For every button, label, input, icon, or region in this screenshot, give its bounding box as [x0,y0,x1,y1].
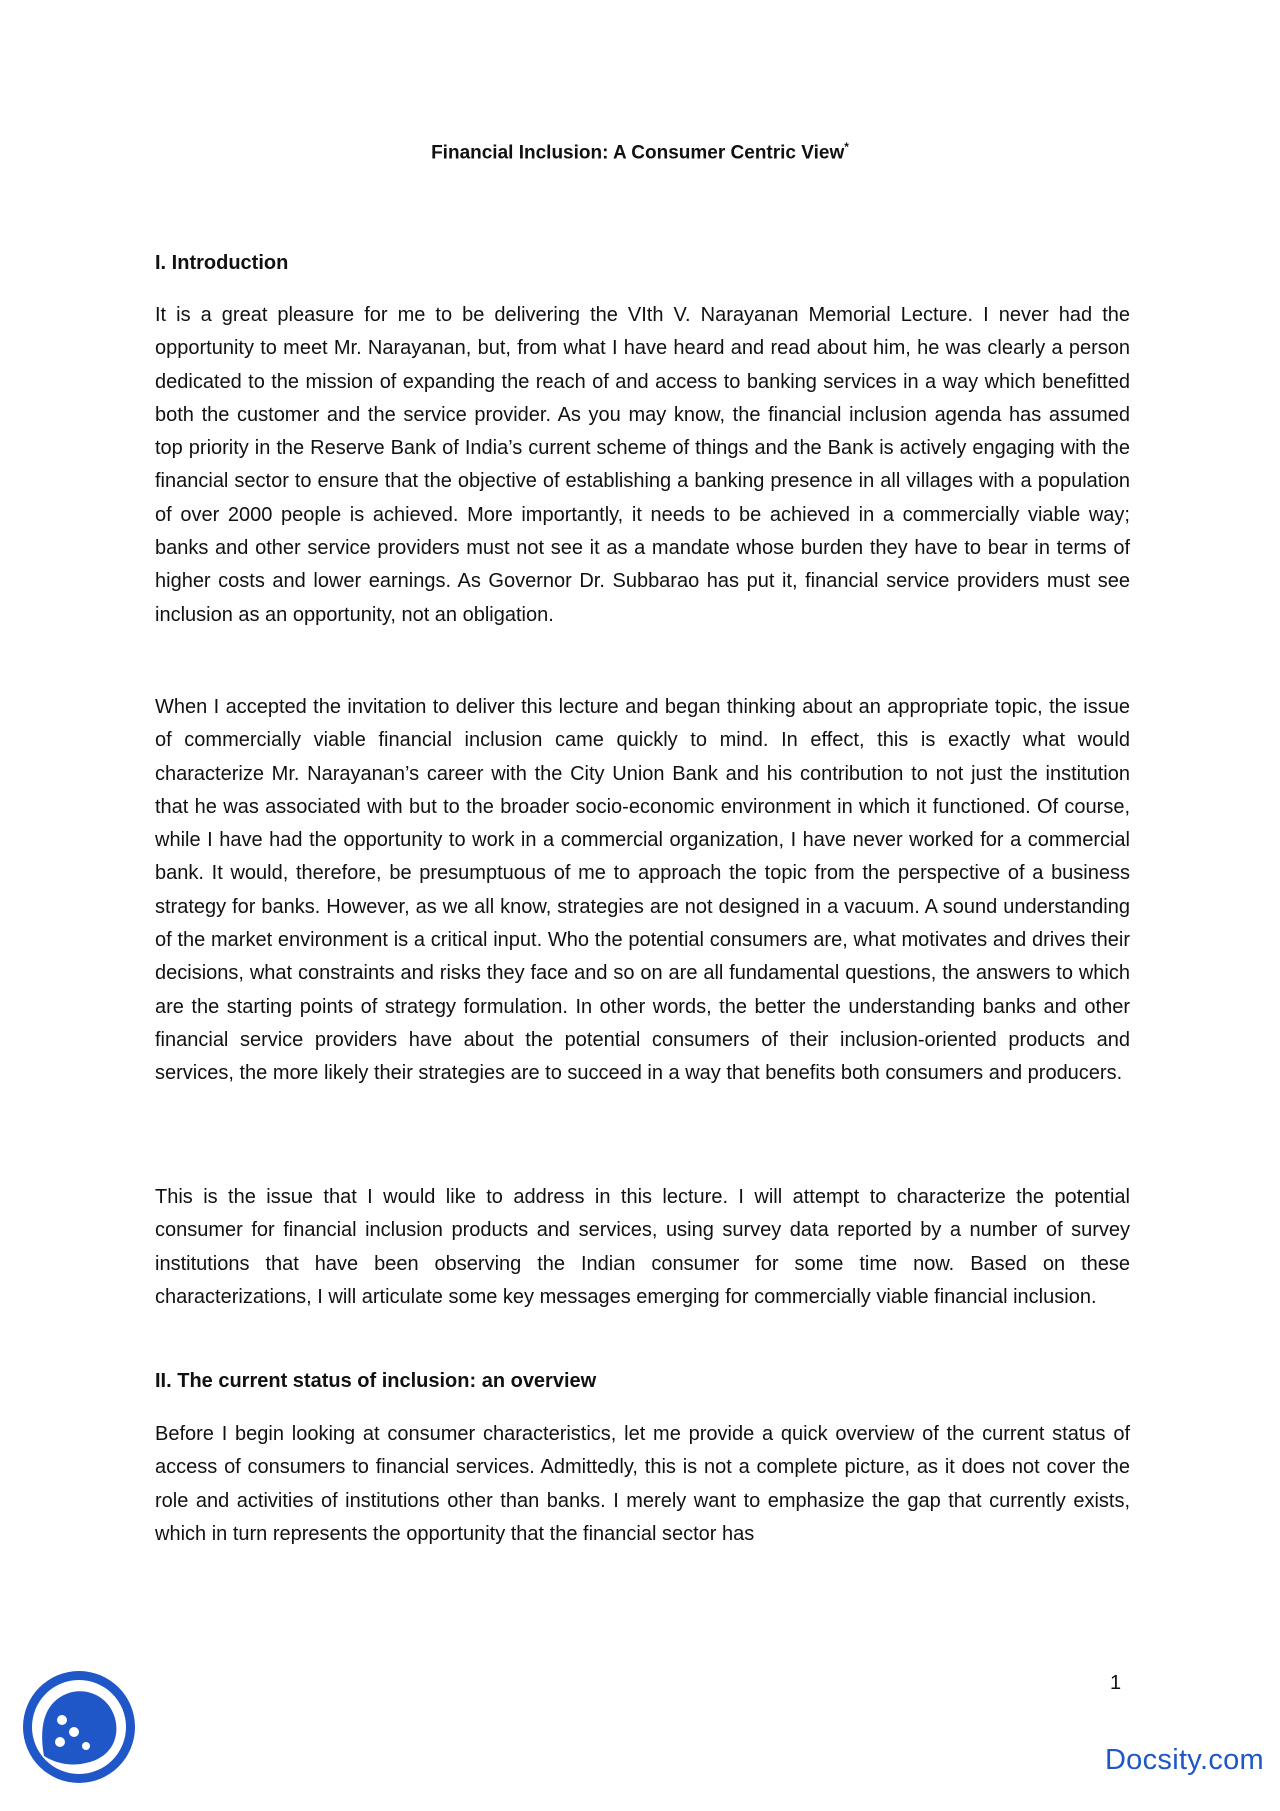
paragraph-intro-1: It is a great pleasure for me to be delivering the VIth V. Narayanan Memorial Lecture. I never had the opportunity to meet Mr. Narayanan, but, from what I have heard and read about him, he was clearly a person dedicated to the mission of expanding the reach of and access to banking services in a way which benefitted both the customer and the service provider. As you may know, the financial inclusion agenda has assumed top priority in the Reserve Bank of India’s current scheme of things and the Bank is actively engaging with the financial sector to ensure that the objective of establishing a banking presence in all villages with a population of over 2000 people is achieved. More importantly, it needs to be achieved in a commercially viable way; banks and other service providers must not see it as a mandate whose burden they have to bear in terms of higher costs and lower earnings. As Governor Dr. Subbarao has put it, financial service providers must see inclusion as an opportunity, not an obligation. [155,304,1130,626]
docsity-watermark-link[interactable]: Docsity.com [1104,1744,1264,1776]
paragraph-status-1: Before I begin looking at consumer characteristics, let me provide a quick overview of the current status of access of consumers to financial services. Admittedly, this is not a complete picture, as it does not cover the role and activities of institutions other than banks. I merely want to emphasize the gap that currently exists, which in turn represents the opportunity that the financial sector has [155,1423,1130,1545]
title-footnote-mark: * [844,140,849,154]
document-title [0,140,1280,164]
docsity-logo-icon[interactable] [20,1668,138,1786]
page-number: 1 [1110,1672,1122,1694]
section-heading-current-status: II. The current status of inclusion: an overview [155,1370,597,1392]
paragraph-intro-2: When I accepted the invitation to deliver this lecture and began thinking about an appropriate topic, the issue of commercially viable financial inclusion came quickly to mind. In effect, this is exactly what would characterize Mr. Narayanan’s career with the City Union Bank and his contribution to not just the institution that he was associated with but to the broader socio-economic environment in which it functioned. Of course, while I have had the opportunity to work in a commercial organization, I have never worked for a commercial bank. It would, therefore, be presumptuous of me to approach the topic from the perspective of a business strategy for banks. However, as we all know, strategies are not designed in a vacuum. A sound understanding of the market environment is a critical input. Who the potential consumers are, what motivates and drives their decisions, what constraints and risks they face and so on are all fundamental questions, the answers to which are the starting points of strategy formulation. In other words, the better the understanding banks and other financial service providers have about the potential consumers of their inclusion-oriented products and services, the more likely their strategies are to succeed in a way that benefits both consumers and producers. [155,696,1130,1085]
paragraph-intro-3: This is the issue that I would like to address in this lecture. I will attempt to characterize the potential consumer for financial inclusion products and services, using survey data reported by a number of survey institutions that have been observing the Indian consumer for some time now. Based on these characterizations, I will articulate some key messages emerging for commercially viable financial inclusion. [155,1186,1130,1308]
section-heading-introduction: I. Introduction [155,252,289,274]
document-title-text: Financial Inclusion: A Consumer Centric View [431,142,845,164]
